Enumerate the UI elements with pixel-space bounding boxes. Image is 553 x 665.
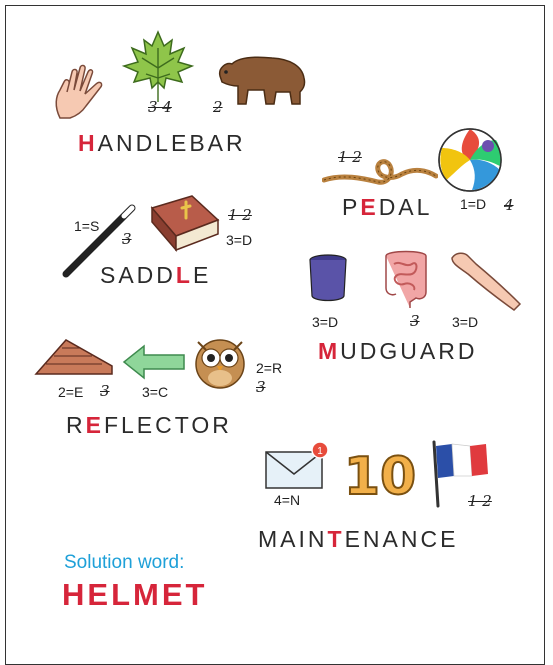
word-maintenance: MAINTENANCE	[258, 526, 459, 552]
mark-wand-a: 1=S	[74, 218, 100, 234]
mark-leaf: 3 4	[148, 98, 172, 116]
roof-icon	[32, 334, 116, 378]
mark-arrow: 3=C	[142, 384, 169, 400]
mark-wand-b: 3	[122, 230, 132, 248]
mark-owl-a: 2=R	[256, 360, 283, 376]
svg-text:10: 10	[344, 447, 416, 500]
mark-roof-strike: 3	[100, 382, 110, 400]
word-reflector: REFLECTOR	[66, 412, 232, 438]
word-mudguard: MUDGUARD	[318, 338, 478, 364]
hand-icon	[50, 60, 120, 122]
word-handlebar: HANDLEBAR	[78, 130, 246, 156]
solution-label: Solution word:	[64, 552, 185, 573]
mark-ball: 1=D	[460, 196, 487, 212]
svg-text:1: 1	[317, 446, 323, 457]
word-saddle: SADDLE	[100, 262, 212, 288]
mark-book-a: 1 2	[228, 206, 252, 224]
mark-envelope: 4=N	[274, 492, 301, 508]
mark-cup: 3=D	[312, 314, 339, 330]
beach-ball-icon	[436, 126, 504, 194]
bible-icon	[146, 192, 222, 256]
mark-ball-strike: 4	[504, 196, 514, 214]
arrow-left-icon	[122, 344, 186, 380]
mark-book-b: 3=D	[226, 232, 253, 248]
mark-roof: 2=E	[58, 384, 84, 400]
intestine-icon	[376, 246, 436, 310]
bear-icon	[212, 50, 308, 106]
maple-leaf-icon	[120, 28, 196, 104]
mark-arm: 3=D	[452, 314, 479, 330]
cup-icon	[306, 252, 350, 304]
mark-intestine: 3	[410, 312, 420, 330]
mark-owl-b: 3	[256, 378, 266, 396]
owl-icon	[192, 330, 248, 390]
mark-rope: 1 2	[338, 148, 362, 166]
number-ten-icon	[344, 446, 416, 500]
arm-icon	[448, 248, 524, 314]
envelope-icon	[262, 440, 332, 492]
mark-flag: 1 2	[468, 492, 492, 510]
solution-word: HELMET	[62, 577, 208, 612]
word-pedal: PEDAL	[342, 194, 433, 220]
mark-bear: 2	[213, 98, 223, 116]
